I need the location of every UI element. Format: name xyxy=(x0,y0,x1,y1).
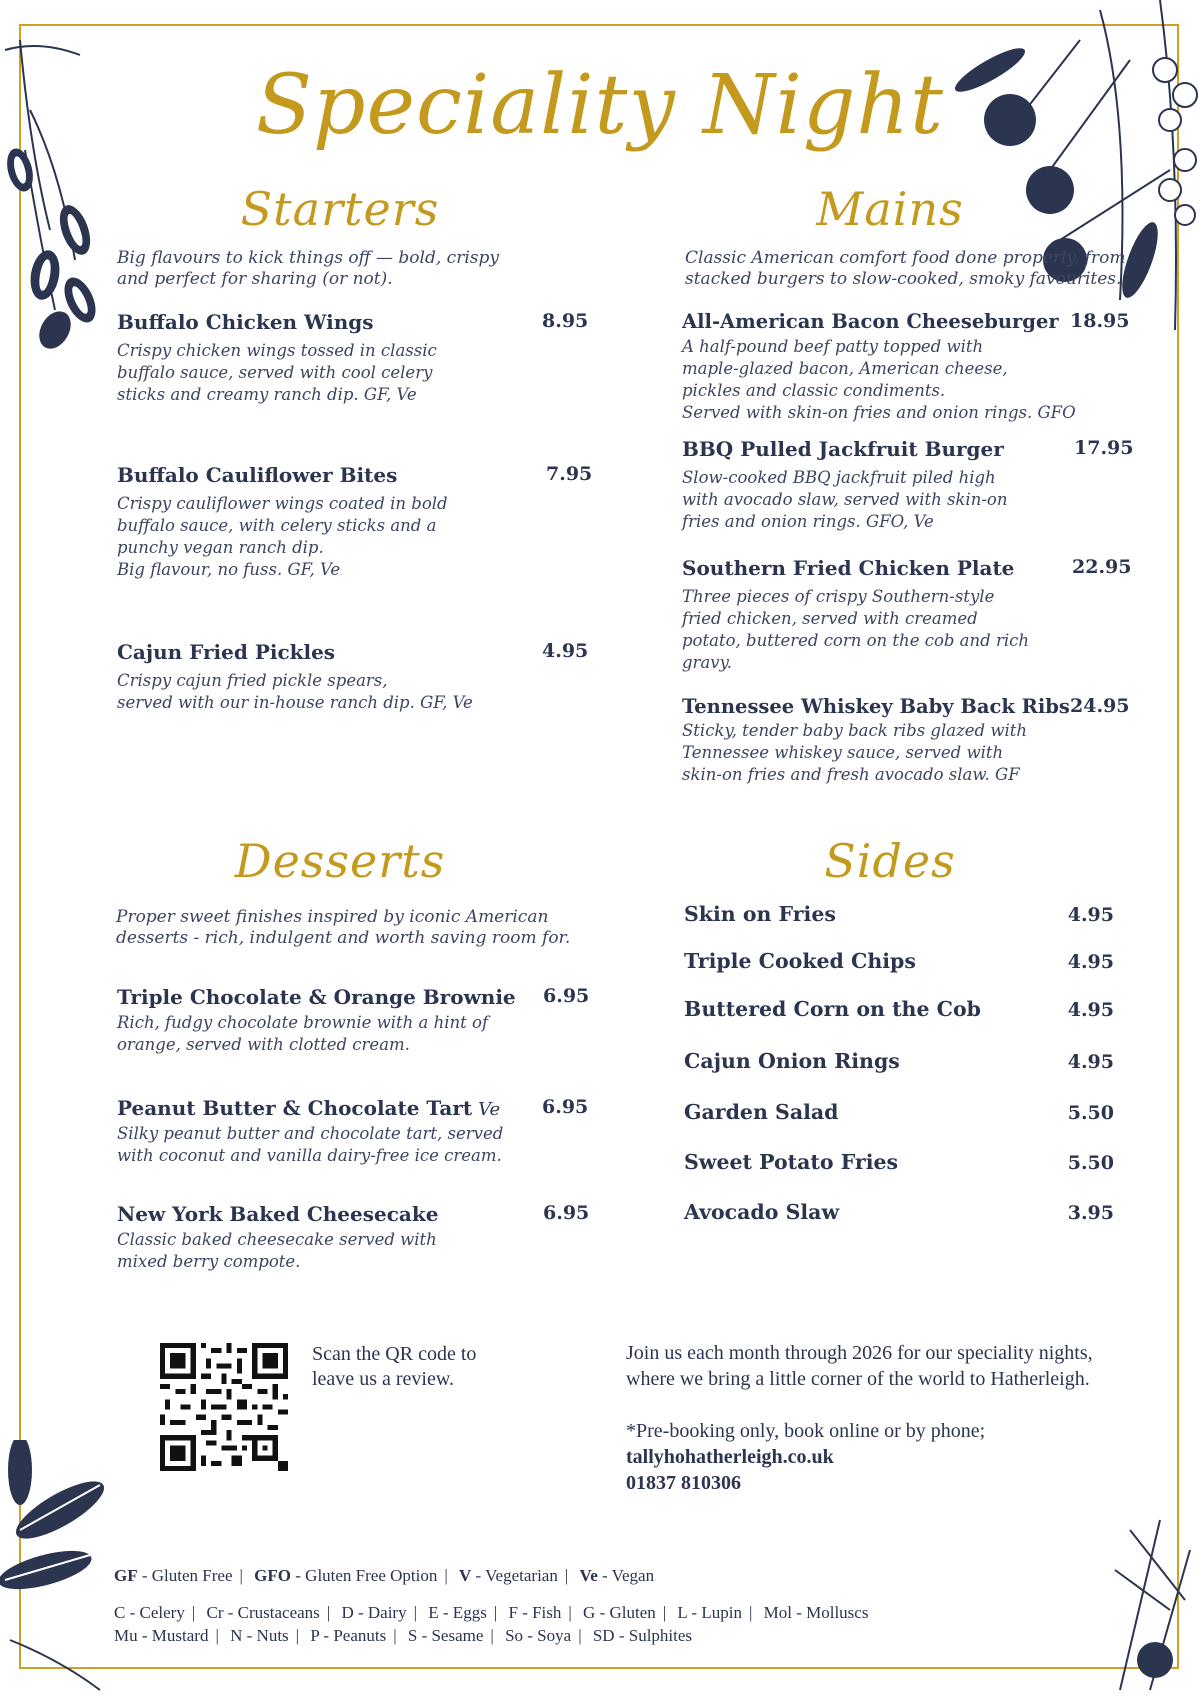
desc-line: Crispy cajun fried pickle spears, xyxy=(117,671,388,690)
sides-heading: Sides xyxy=(824,834,956,888)
item-price: 7.95 xyxy=(546,463,593,485)
side-item-garden-salad xyxy=(684,1100,1114,1130)
allergen-entry: Cr - Crustaceans xyxy=(206,1603,320,1622)
leaf-bottom-left-illustration xyxy=(0,1440,110,1697)
menu-item-peanut-butter-chocolate-tart xyxy=(117,1096,589,1167)
allergen-entry: G - Gluten xyxy=(583,1603,656,1622)
legend-label: - Gluten Free xyxy=(137,1566,233,1585)
starters-intro-line-1: Big flavours to kick things off — bold, crispy xyxy=(117,248,499,268)
side-name: Avocado Slaw xyxy=(684,1200,840,1224)
allergen-entry: Mu - Mustard xyxy=(114,1626,209,1645)
desc-line: served with our in-house ranch dip. GF, Ve xyxy=(117,693,473,712)
legend-separator: | xyxy=(568,1603,572,1622)
item-name: Cajun Fried Pickles xyxy=(117,640,336,664)
info-line-2: where we bring a little corner of the world to Hatherleigh. xyxy=(626,1368,1090,1390)
starters-intro-line-2: and perfect for sharing (or not). xyxy=(117,269,393,289)
desc-line: Crispy chicken wings tossed in classic xyxy=(117,341,437,360)
item-price: 18.95 xyxy=(1070,310,1130,332)
desc-line: with avocado slaw, served with skin-on xyxy=(682,490,1008,509)
desserts-intro-line-1: Proper sweet finishes inspired by iconic American xyxy=(116,907,549,927)
side-item-avocado-slaw xyxy=(684,1200,1114,1230)
side-price: 5.50 xyxy=(1067,1152,1114,1174)
side-name: Sweet Potato Fries xyxy=(684,1150,899,1174)
desc-line: potato, buttered corn on the cob and rich xyxy=(682,631,1029,650)
item-name: Triple Chocolate & Orange Brownie xyxy=(117,985,516,1009)
desc-line: Big flavour, no fuss. GF, Ve xyxy=(117,560,341,579)
desc-line: Tennessee whiskey sauce, served with xyxy=(682,743,1004,762)
allergen-entry: S - Sesame xyxy=(407,1626,484,1645)
allergen-entry: P - Peanuts xyxy=(310,1626,387,1645)
menu-item-buffalo-cauliflower-bites xyxy=(117,463,593,581)
side-price: 3.95 xyxy=(1067,1202,1114,1224)
desc-line: Classic baked cheesecake served with xyxy=(117,1230,437,1249)
desc-line: with coconut and vanilla dairy-free ice cream. xyxy=(117,1146,502,1165)
legend-separator: | xyxy=(662,1603,667,1622)
legend-code: GFO xyxy=(254,1566,291,1585)
allergen-entry: E - Eggs xyxy=(428,1603,487,1622)
item-price: 4.95 xyxy=(542,640,589,662)
desc-line: skin-on fries and fresh avocado slaw. GF xyxy=(682,765,1020,784)
legend-separator: | xyxy=(191,1603,196,1622)
desc-line: sticks and creamy ranch dip. GF, Ve xyxy=(117,385,417,404)
side-item-sweet-potato-fries xyxy=(684,1150,1114,1180)
item-price: 24.95 xyxy=(1070,695,1130,717)
menu-item-triple-chocolate-orange-brownie xyxy=(117,985,590,1056)
desc-line: pickles and classic condiments. xyxy=(682,381,946,400)
legend-ve xyxy=(580,1566,655,1585)
desc-line: Silky peanut butter and chocolate tart, served xyxy=(117,1124,504,1143)
info-spacer xyxy=(626,1392,1166,1418)
side-name: Skin on Fries xyxy=(684,902,836,926)
mains-intro-line-1: Classic American comfort food done properly, from xyxy=(685,248,1126,268)
item-description xyxy=(117,493,582,581)
desc-line: buffalo sauce, served with cool celery xyxy=(117,363,433,382)
item-description xyxy=(117,1012,582,1056)
desc-line: Sticky, tender baby back ribs glazed with xyxy=(682,721,1028,740)
item-description xyxy=(682,586,1122,674)
item-description xyxy=(682,720,1122,786)
item-name: Tennessee Whiskey Baby Back Ribs xyxy=(682,695,1070,718)
item-name: All-American Bacon Cheeseburger xyxy=(682,310,1059,333)
desc-line: Slow-cooked BBQ jackfruit piled high xyxy=(682,468,996,487)
item-price: 6.95 xyxy=(543,1202,590,1224)
legend-label: - Gluten Free Option xyxy=(291,1566,438,1585)
menu-item-buffalo-chicken-wings xyxy=(117,310,589,406)
item-price: 22.95 xyxy=(1072,556,1132,578)
allergen-entry: F - Fish xyxy=(508,1603,562,1622)
legend-separator: | xyxy=(748,1603,753,1622)
side-item-cajun-onion-rings xyxy=(684,1049,1114,1079)
item-name xyxy=(117,1096,582,1120)
item-name: Southern Fried Chicken Plate xyxy=(682,556,1015,580)
desc-line: Crispy cauliflower wings coated in bold xyxy=(117,494,448,513)
desc-line: gravy. xyxy=(682,653,732,672)
item-price: 6.95 xyxy=(542,1096,589,1118)
legend-separator: | xyxy=(215,1626,219,1645)
side-name: Garden Salad xyxy=(684,1100,839,1124)
legend-separator: | xyxy=(564,1566,569,1585)
page-title: Speciality Night xyxy=(255,58,945,153)
allergen-entry: N - Nuts xyxy=(230,1626,289,1645)
website-link[interactable]: tallyhohatherleigh.co.uk xyxy=(626,1446,834,1468)
menu-item-new-york-baked-cheesecake xyxy=(117,1202,590,1273)
item-name: Buffalo Chicken Wings xyxy=(117,310,374,334)
starters-heading: Starters xyxy=(240,182,440,236)
allergen-legend-row-1 xyxy=(114,1603,868,1623)
side-price: 4.95 xyxy=(1067,999,1114,1021)
item-price: 6.95 xyxy=(543,985,590,1007)
menu-item-tennessee-whiskey-baby-back-ribs xyxy=(682,695,1130,786)
desc-line: Served with skin-on fries and onion rings. GFO xyxy=(682,403,1076,422)
legend-separator: | xyxy=(444,1566,448,1585)
desc-line: maple-glazed bacon, American cheese, xyxy=(682,359,1008,378)
mains-heading: Mains xyxy=(816,182,964,236)
side-price: 4.95 xyxy=(1067,904,1114,926)
qr-caption-line-1: Scan the QR code to xyxy=(312,1343,477,1365)
legend-separator: | xyxy=(493,1603,498,1622)
allergen-entry: SD - Sulphites xyxy=(592,1626,693,1645)
legend-code: V xyxy=(459,1566,472,1585)
desc-line: A half-pound beef patty topped with xyxy=(682,337,984,356)
info-line-1: Join us each month through 2026 for our speciality nights, xyxy=(626,1342,1093,1364)
item-description xyxy=(117,670,582,714)
desserts-intro xyxy=(116,907,616,949)
desserts-heading: Desserts xyxy=(234,834,446,888)
allergen-entry: L - Lupin xyxy=(677,1603,742,1622)
review-qr-code[interactable] xyxy=(160,1343,288,1471)
side-item-buttered-corn-on-the-cob xyxy=(684,997,1114,1027)
side-name: Buttered Corn on the Cob xyxy=(684,997,981,1021)
desc-line: buffalo sauce, with celery sticks and a xyxy=(117,516,437,535)
dietary-legend xyxy=(114,1566,654,1586)
legend-gf xyxy=(114,1566,233,1585)
legend-label: - Vegan xyxy=(597,1566,655,1585)
desc-line: Rich, fudgy chocolate brownie with a hint of xyxy=(117,1013,489,1032)
qr-caption-line-2: leave us a review. xyxy=(312,1368,454,1390)
starters-intro xyxy=(117,248,587,290)
item-name: New York Baked Cheesecake xyxy=(117,1202,439,1226)
side-price: 4.95 xyxy=(1067,1051,1114,1073)
side-name: Triple Cooked Chips xyxy=(684,949,916,973)
side-item-skin-on-fries xyxy=(684,902,1114,932)
desc-line: fried chicken, served with creamed xyxy=(682,609,978,628)
item-price: 8.95 xyxy=(542,310,589,332)
allergen-entry: C - Celery xyxy=(114,1603,185,1622)
phone-number[interactable]: 01837 810306 xyxy=(626,1472,741,1494)
item-description xyxy=(117,1229,582,1273)
qr-review-caption xyxy=(312,1342,512,1392)
thistle-bottom-right-illustration xyxy=(1110,1510,1200,1697)
legend-separator: | xyxy=(490,1626,494,1645)
legend-separator: | xyxy=(239,1566,243,1585)
mains-intro xyxy=(685,248,1165,290)
side-price: 5.50 xyxy=(1067,1102,1114,1124)
desc-line: Three pieces of crispy Southern-style xyxy=(682,587,995,606)
allergen-entry: D - Dairy xyxy=(341,1603,407,1622)
side-price: 4.95 xyxy=(1067,951,1114,973)
item-description xyxy=(117,340,582,406)
desc-line: mixed berry compote. xyxy=(117,1252,301,1271)
item-dietary-tag: Ve xyxy=(478,1099,501,1120)
legend-separator: | xyxy=(295,1626,300,1645)
desc-line: orange, served with clotted cream. xyxy=(117,1035,410,1054)
mains-intro-line-2: stacked burgers to slow-cooked, smoky favourites. xyxy=(685,269,1122,289)
item-description xyxy=(682,467,1122,533)
desc-line: fries and onion rings. GFO, Ve xyxy=(682,512,934,531)
legend-label: - Vegetarian xyxy=(471,1566,558,1585)
legend-gfo xyxy=(254,1566,437,1585)
item-description xyxy=(117,1123,582,1167)
legend-code: Ve xyxy=(579,1566,598,1585)
menu-item-bbq-pulled-jackfruit-burger xyxy=(682,437,1134,533)
legend-separator: | xyxy=(393,1626,397,1645)
item-name: Buffalo Cauliflower Bites xyxy=(117,463,398,487)
side-name: Cajun Onion Rings xyxy=(684,1049,900,1073)
legend-separator: | xyxy=(578,1626,582,1645)
legend-v xyxy=(459,1566,558,1585)
item-price: 17.95 xyxy=(1074,437,1134,459)
booking-note: *Pre-booking only, book online or by phone; xyxy=(626,1420,986,1442)
legend-separator: | xyxy=(326,1603,331,1622)
side-item-triple-cooked-chips xyxy=(684,949,1114,979)
item-name: BBQ Pulled Jackfruit Burger xyxy=(682,437,1004,461)
item-name-text: Peanut Butter & Chocolate Tart xyxy=(117,1096,473,1120)
allergen-entry: Mol - Molluscs xyxy=(763,1603,869,1622)
menu-item-southern-fried-chicken-plate xyxy=(682,556,1132,674)
allergen-entry: So - Soya xyxy=(505,1626,572,1645)
menu-item-all-american-bacon-cheeseburger xyxy=(682,310,1130,424)
menu-item-cajun-fried-pickles xyxy=(117,640,589,714)
allergen-legend-row-2 xyxy=(114,1626,692,1646)
legend-separator: | xyxy=(413,1603,418,1622)
desserts-intro-line-2: desserts - rich, indulgent and worth saving room for. xyxy=(116,928,571,948)
item-description xyxy=(682,336,1122,424)
booking-info xyxy=(626,1340,1166,1496)
desc-line: punchy vegan ranch dip. xyxy=(117,538,324,557)
legend-code: GF xyxy=(114,1566,138,1585)
